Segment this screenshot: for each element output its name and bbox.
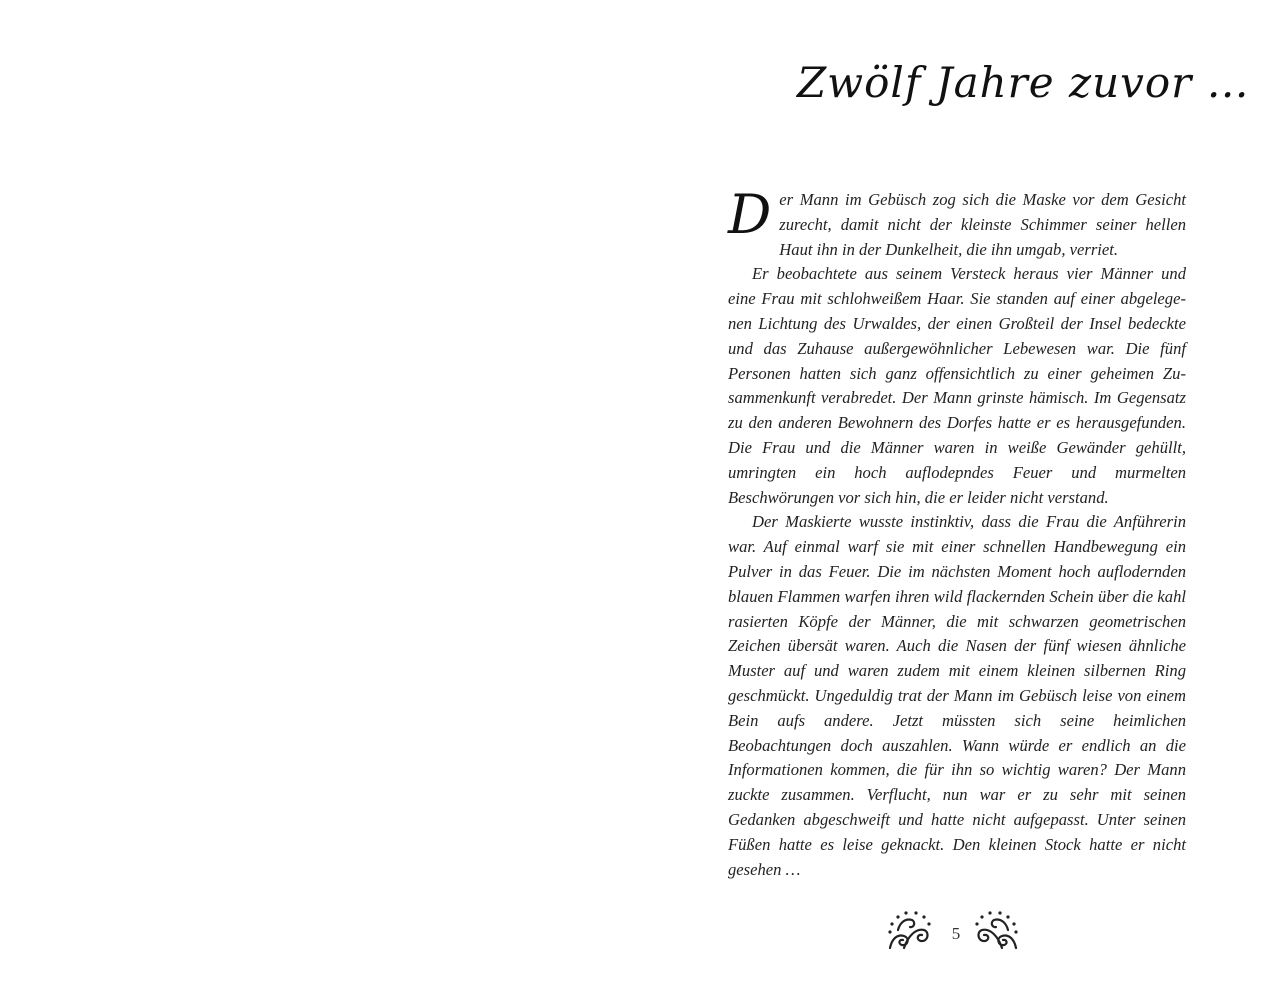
page-number: 5 [951, 924, 961, 943]
paragraph-1 [728, 183, 1186, 262]
paragraph-1-text: er Mann im Gebüsch zog sich die Maske vor dem Gesicht zurecht, damit nicht der kleinste Schimmer seiner hellen Haut ihn in der Dunkelheit, die ihn umgab, verriet. [779, 190, 1186, 259]
drop-cap: D [728, 183, 772, 246]
right-flourish-ornament-icon [974, 908, 1020, 952]
chapter-title: Zwölf Jahre zuvor … [797, 58, 1250, 107]
right-page [642, 0, 1285, 1000]
paragraph-2: Er beobachtete aus seinem Versteck heraus vier Männer und eine Frau mit schlohweißem Haar. Sie standen auf einer abgelegenen Lichtung des Urwaldes, der einen Großteil der Insel bedeckte und das Zuhause außergewöhnlicher Lebewesen war. Die fünf Personen hatten sich ganz offensichtlich zu einer geheimen Zusammenkunft verabredet. Der Mann grinste hämisch. Im Gegensatz zu den anderen Bewohnern des Dorfes hatte er es herausgefunden. Die Frau und die Männer waren in weiße Gewänder gehüllt, umringten ein hoch auflodерndes Feuer und murmelten Beschwörungen vor sich hin, die er leider nicht verstand. [728, 264, 1186, 507]
page-footer [886, 908, 1026, 958]
paragraph-3: Der Maskierte wusste instinktiv, dass die Frau die Anführerin war. Auf einmal warf sie mit einer schnellen Handbewegung ein Pulver in das Feuer. Die im nächsten Moment hoch auflodernden blauen Flammen warfen ihren wild flackernden Schein über die kahl rasierten Köpfe der Männer, die mit schwarzen geometrischen Zeichen übersät waren. Auch die Nasen der fünf wiesen ähnliche Muster auf und waren zudem mit einem kleinen silbernen Ring geschmückt. Ungeduldig trat der Mann im Gebüsch leise von einem Bein aufs andere. Jetzt müssten sich seine heimlichen Beobachtungen doch auszahlen. Wann würde er endlich an die Informationen kommen, die für ihn so wichtig waren? Der Mann zuckte zusammen. Verflucht, nun war er zu sehr mit seinen Gedanken abgeschweift und hatte nicht aufgepasst. Unter seinen Füßen hatte es leise geknackt. Den kleinen Stock hatte er nicht gesehen … [728, 512, 1186, 879]
left-flourish-ornament-icon [886, 908, 932, 952]
body-text [728, 183, 1186, 882]
left-page-blank [0, 0, 642, 1000]
